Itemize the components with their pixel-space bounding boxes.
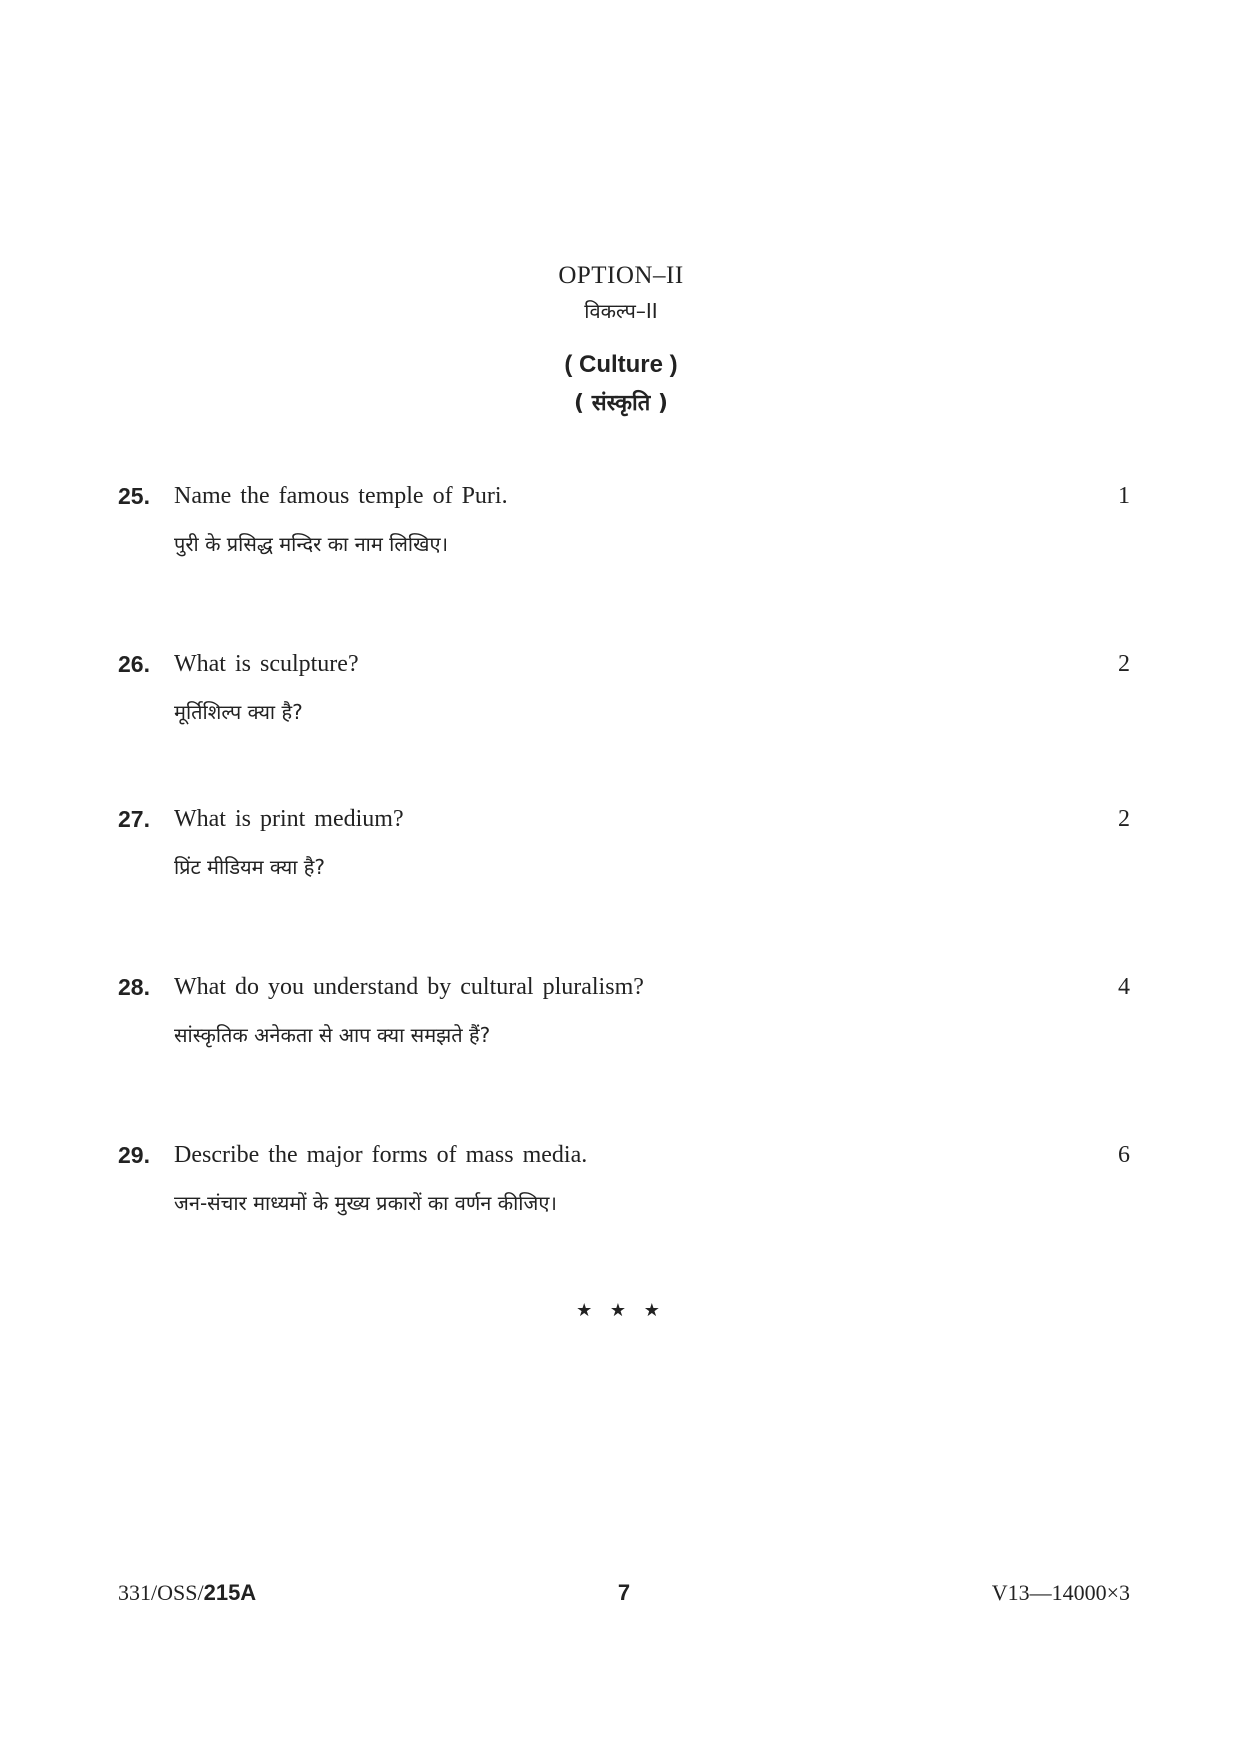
question-29 [118,1135,1130,1221]
question-text: What is sculpture? [174,651,359,677]
question-number: 25. [118,483,150,509]
question-marks: 2 [1118,651,1130,677]
question-text: What do you understand by cultural pluralism? [174,974,644,1000]
question-text-hindi: पुरी के प्रसिद्ध मन्दिर का नाम लिखिए। [174,532,449,556]
question-number: 26. [118,651,150,677]
question-text-hindi: मूर्तिशिल्प क्या है? [174,700,303,724]
question-marks: 6 [1118,1142,1130,1168]
question-26 [118,644,1130,730]
question-28 [118,967,1130,1053]
paper-code-suffix: 215A [203,1580,257,1605]
question-text-hindi: जन-संचार माध्यमों के मुख्य प्रकारों का वर्णन कीजिए। [174,1191,557,1215]
question-text: Name the famous temple of Puri. [174,483,508,509]
option-title-hindi: विकल्प–II [584,299,658,323]
print-version: V13—14000×3 [991,1580,1130,1605]
paper-code-prefix: 331/OSS/ [118,1580,204,1605]
question-text: Describe the major forms of mass media. [174,1142,588,1168]
end-of-paper-stars: ★ ★ ★ [576,1300,666,1321]
question-marks: 4 [1118,974,1130,1000]
question-text-hindi: प्रिंट मीडियम क्या है? [174,855,326,879]
option-heading [0,258,1242,424]
question-text: What is print medium? [174,806,404,832]
question-number: 29. [118,1142,150,1168]
question-27 [118,799,1130,885]
section-title: ( Culture ) [564,351,678,378]
question-number: 27. [118,806,150,832]
section-title-hindi: ( संस्कृति ) [574,391,668,416]
question-number: 28. [118,974,150,1000]
question-25 [118,476,1130,562]
question-marks: 1 [1118,483,1130,509]
page-number: 7 [617,1580,631,1605]
option-title: OPTION–II [558,262,684,289]
question-marks: 2 [1118,806,1130,832]
question-text-hindi: सांस्कृतिक अनेकता से आप क्या समझते हैं? [174,1023,491,1047]
page-footer [118,1576,1130,1610]
